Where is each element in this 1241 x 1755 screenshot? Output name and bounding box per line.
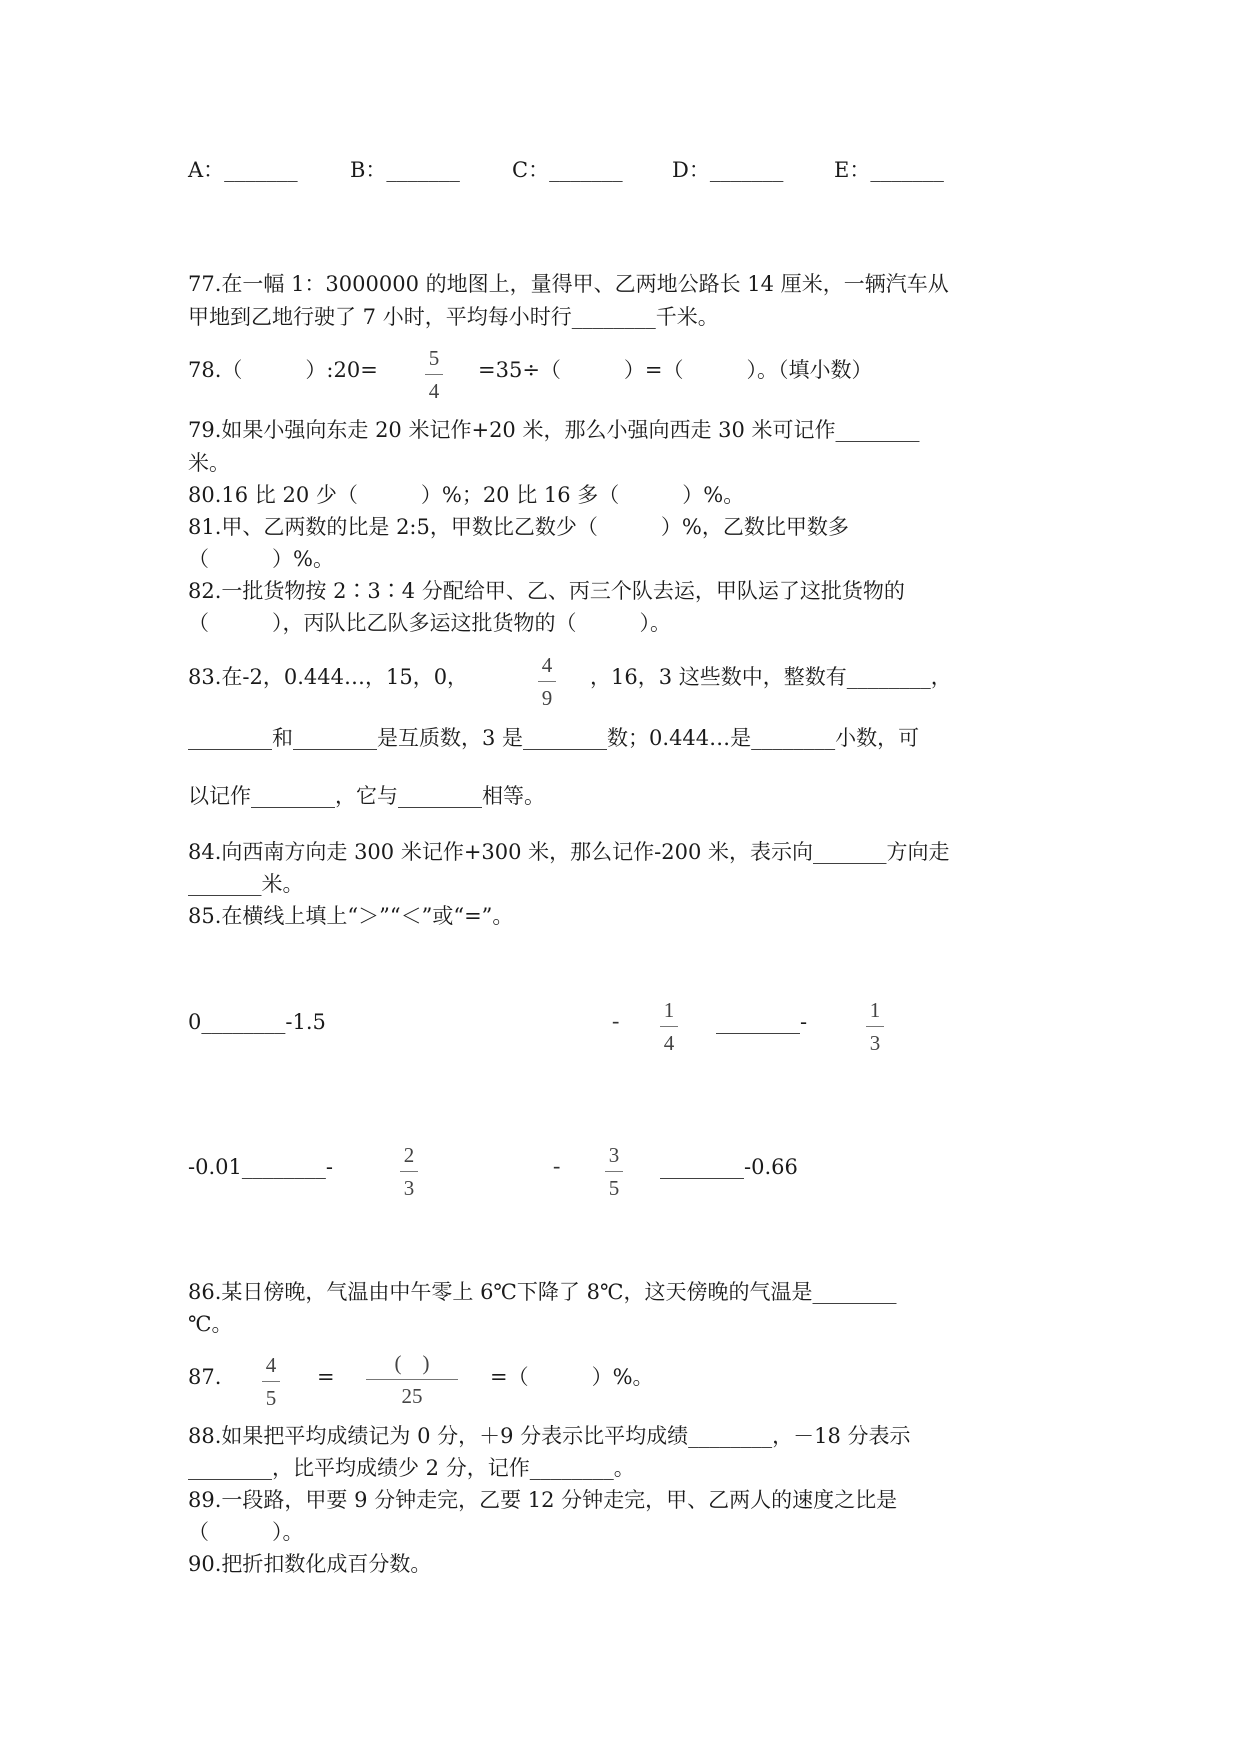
q85-c3-fraction <box>400 1145 418 1199</box>
fraction-bar <box>262 1381 280 1382</box>
q83-line3: 以记作________，它与________相等。 <box>188 784 545 808</box>
q88-line1: 88.如果把平均成绩记为 0 分，＋9 分表示比平均成绩________，－18 分表示 <box>188 1424 911 1448</box>
q85-minus-sign-2: - <box>553 1153 561 1178</box>
q77-line2: 甲地到乙地行驶了 7 小时，平均每小时行________千米。 <box>188 305 719 329</box>
q79-line2: 米。 <box>188 451 230 475</box>
q83-frac-num: 4 <box>541 653 553 677</box>
frac-den: 5 <box>608 1176 620 1200</box>
q79-line1: 79.如果小强向东走 20 米记作+20 米，那么小强向西走 30 米可记作________ <box>188 418 920 442</box>
q87-equals: = <box>317 1365 335 1389</box>
answer-blank-d[interactable]: D：_______ <box>672 158 784 182</box>
answer-blank-e[interactable]: E：_______ <box>834 158 944 182</box>
q78-before: 78.（ ）:20= <box>188 358 378 382</box>
q85-compare-1: 0________-1.5 <box>188 1010 326 1034</box>
q82-line1: 82.一批货物按 2∶3∶4 分配给甲、乙、丙三个队去运，甲队运了这批货物的 <box>188 579 905 603</box>
frac-den: 25 <box>401 1384 423 1408</box>
q78-after: =35÷（ ）=（ ）。（填小数） <box>478 358 873 382</box>
q78-frac-num: 5 <box>428 346 440 370</box>
q84-line1: 84.向西南方向走 300 米记作+300 米，那么记作-200 米，表示向_______方向走 <box>188 840 950 864</box>
q90-text: 90.把折扣数化成百分数。 <box>188 1552 432 1576</box>
q78-fraction <box>425 348 443 402</box>
q85-compare-2-blank: ________- <box>716 1010 808 1034</box>
q87-fraction-2 <box>366 1353 458 1407</box>
q83-before: 83.在-2，0.444…，15，0， <box>188 665 469 689</box>
q77-line1: 77.在一幅 1：3000000 的地图上，量得甲、乙两地公路长 14 厘米，一辆汽车从 <box>188 272 949 296</box>
q86-line2: ℃。 <box>188 1312 233 1336</box>
q82-line2: （ ），丙队比乙队多运这批货物的（ ）。 <box>188 611 671 635</box>
answer-blank-a[interactable]: A：_______ <box>188 158 298 182</box>
q89-line2: （ ）。 <box>188 1520 304 1544</box>
q83-after: ，16，3 这些数中，整数有________， <box>590 665 952 689</box>
q84-line2: _______米。 <box>188 872 304 896</box>
q83-fraction <box>538 655 556 709</box>
q87-fraction-1 <box>262 1355 280 1409</box>
q80-text: 80.16 比 20 少（ ）%；20 比 16 多（ ）%。 <box>188 483 745 507</box>
answer-blank-b[interactable]: B：_______ <box>350 158 460 182</box>
frac-num: 3 <box>608 1143 620 1167</box>
frac-den: 4 <box>663 1031 675 1055</box>
q85-title: 85.在横线上填上“＞”“＜”或“=”。 <box>188 904 514 928</box>
q85-minus-sign: - <box>612 1008 620 1033</box>
frac-den: 3 <box>403 1176 415 1200</box>
q85-c4-fraction <box>605 1145 623 1199</box>
fraction-bar <box>605 1171 623 1172</box>
q87-after: =（ ）%。 <box>490 1365 654 1389</box>
q85-compare-4: ________-0.66 <box>660 1155 798 1179</box>
q83-frac-den: 9 <box>541 686 553 710</box>
fraction-bar <box>866 1026 884 1027</box>
frac-num: 2 <box>403 1143 415 1167</box>
q85-c2-fraction-2 <box>866 1000 884 1054</box>
q78-frac-den: 4 <box>428 379 440 403</box>
q88-line2: ________，比平均成绩少 2 分，记作________。 <box>188 1456 635 1480</box>
q85-compare-3: -0.01________- <box>188 1155 333 1179</box>
frac-num: 1 <box>663 998 675 1022</box>
frac-den: 3 <box>869 1031 881 1055</box>
fraction-bar <box>425 374 443 375</box>
q85-c2-fraction-1 <box>660 1000 678 1054</box>
q89-line1: 89.一段路，甲要 9 分钟走完，乙要 12 分钟走完，甲、乙两人的速度之比是 <box>188 1488 898 1512</box>
q81-line1: 81.甲、乙两数的比是 2:5，甲数比乙数少（ ）%，乙数比甲数多 <box>188 515 849 539</box>
q81-line2: （ ）%。 <box>188 547 334 571</box>
frac-num: 4 <box>265 1353 277 1377</box>
fraction-bar <box>660 1026 678 1027</box>
answer-blank-c[interactable]: C：_______ <box>512 158 623 182</box>
fraction-bar <box>538 681 556 682</box>
frac-den: 5 <box>265 1386 277 1410</box>
fraction-bar <box>366 1379 458 1380</box>
q83-line2: ________和________是互质数，3 是________数；0.444…是________小数，可 <box>188 726 920 750</box>
frac-num: ( ) <box>394 1351 430 1375</box>
fraction-bar <box>400 1171 418 1172</box>
q87-label: 87. <box>188 1365 222 1389</box>
frac-num: 1 <box>869 998 881 1022</box>
q86-line1: 86.某日傍晚，气温由中午零上 6℃下降了 8℃，这天傍晚的气温是________ <box>188 1280 897 1304</box>
